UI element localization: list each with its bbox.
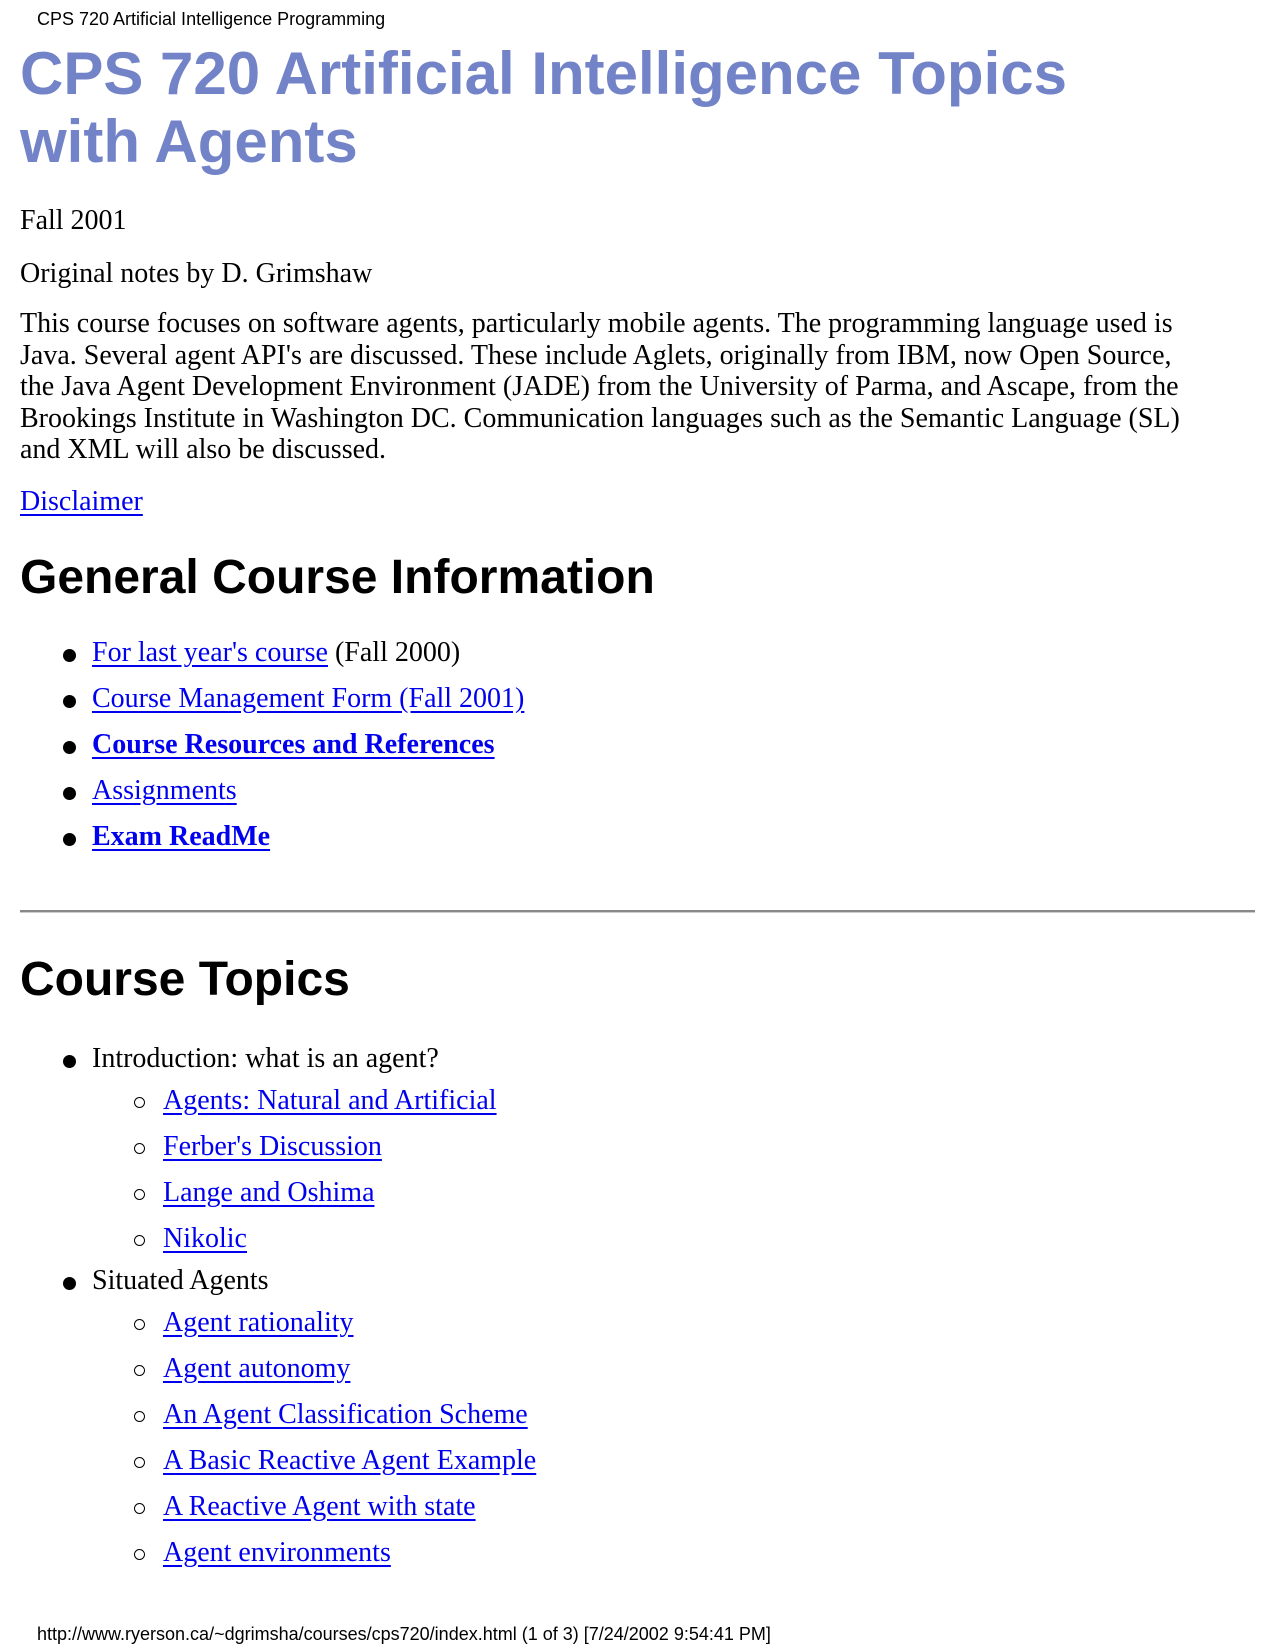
circle-bullet-icon [134, 1457, 145, 1468]
author-note: Original notes by D. Grimshaw [20, 258, 373, 289]
bullet-icon [63, 649, 76, 662]
list-item [0, 771, 524, 817]
circle-bullet-icon [134, 1503, 145, 1514]
course-management-form-link[interactable]: Course Management Form (Fall 2001) [92, 683, 525, 714]
intro-line: the Java Agent Development Environment (JADE) from the University of Parma, and Ascape, from the [20, 371, 1179, 402]
sub-list-item [0, 1303, 536, 1349]
list-item [0, 725, 524, 771]
topic-group-label: Situated Agents [92, 1265, 269, 1296]
bullet-icon [63, 741, 76, 754]
agents-natural-artificial-link[interactable]: Agents: Natural and Artificial [163, 1085, 497, 1116]
sub-list-item [0, 1081, 536, 1127]
topic-group-introduction [0, 1039, 536, 1081]
bullet-icon [63, 833, 76, 846]
circle-bullet-icon [134, 1189, 145, 1200]
intro-line: and XML will also be discussed. [20, 434, 387, 465]
nikolic-link[interactable]: Nikolic [163, 1223, 247, 1254]
horizontal-divider [20, 910, 1255, 913]
last-year-suffix: (Fall 2000) [327, 637, 461, 668]
page-title [20, 40, 1220, 176]
term-text: Fall 2001 [20, 205, 127, 236]
lange-oshima-link[interactable]: Lange and Oshima [163, 1177, 375, 1208]
intro-paragraph [20, 308, 1235, 466]
list-item [0, 679, 524, 725]
sub-list-item [0, 1441, 536, 1487]
course-topics-heading: Course Topics [20, 953, 350, 1006]
course-resources-link[interactable]: Course Resources and References [92, 729, 495, 760]
sub-list-item [0, 1173, 536, 1219]
bullet-icon [63, 1055, 76, 1068]
bullet-icon [63, 1277, 76, 1290]
basic-reactive-agent-link[interactable]: A Basic Reactive Agent Example [163, 1445, 537, 1476]
list-item [0, 633, 524, 679]
sub-list-item [0, 1533, 536, 1579]
print-header: CPS 720 Artificial Intelligence Programming [37, 9, 386, 29]
circle-bullet-icon [134, 1365, 145, 1376]
disclaimer-paragraph [20, 485, 1235, 518]
general-info-list [0, 633, 524, 863]
circle-bullet-icon [134, 1143, 145, 1154]
ferbers-discussion-link[interactable]: Ferber's Discussion [163, 1131, 382, 1162]
list-item [0, 817, 524, 863]
reactive-agent-state-link[interactable]: A Reactive Agent with state [163, 1491, 476, 1522]
exam-readme-link[interactable]: Exam ReadMe [92, 821, 271, 852]
last-year-course-link[interactable]: For last year's course [92, 637, 328, 668]
general-info-heading: General Course Information [20, 551, 655, 604]
disclaimer-link[interactable]: Disclaimer [20, 486, 143, 517]
page-title-line-1: CPS 720 Artificial Intelligence Topics [20, 40, 1067, 107]
intro-line: This course focuses on software agents, particularly mobile agents. The programming language used is [20, 308, 1173, 339]
agent-rationality-link[interactable]: Agent rationality [163, 1307, 354, 1338]
circle-bullet-icon [134, 1319, 145, 1330]
sub-list-item [0, 1395, 536, 1441]
bullet-icon [63, 695, 76, 708]
topic-group-label: Introduction: what is an agent? [92, 1043, 439, 1074]
circle-bullet-icon [134, 1097, 145, 1108]
sub-list-item [0, 1219, 536, 1261]
bullet-icon [63, 787, 76, 800]
agent-environments-link[interactable]: Agent environments [163, 1537, 391, 1568]
page-title-line-2: with Agents [20, 108, 358, 175]
sub-list-item [0, 1349, 536, 1395]
agent-autonomy-link[interactable]: Agent autonomy [163, 1353, 351, 1384]
circle-bullet-icon [134, 1235, 145, 1246]
print-footer: http://www.ryerson.ca/~dgrimsha/courses/cps720/index.html (1 of 3) [7/24/2002 9:54:41 PM] [37, 1624, 771, 1644]
course-topics-list [0, 1039, 536, 1579]
sub-list-item [0, 1487, 536, 1533]
assignments-link[interactable]: Assignments [92, 775, 237, 806]
agent-classification-scheme-link[interactable]: An Agent Classification Scheme [163, 1399, 528, 1430]
circle-bullet-icon [134, 1411, 145, 1422]
intro-line: Brookings Institute in Washington DC. Communication languages such as the Semantic Language (SL) [20, 402, 1180, 434]
sub-list-item [0, 1127, 536, 1173]
intro-line: Java. Several agent API's are discussed. These include Aglets, originally from IBM, now Open Source, [20, 339, 1172, 371]
topic-group-situated-agents [0, 1261, 536, 1303]
circle-bullet-icon [134, 1549, 145, 1560]
